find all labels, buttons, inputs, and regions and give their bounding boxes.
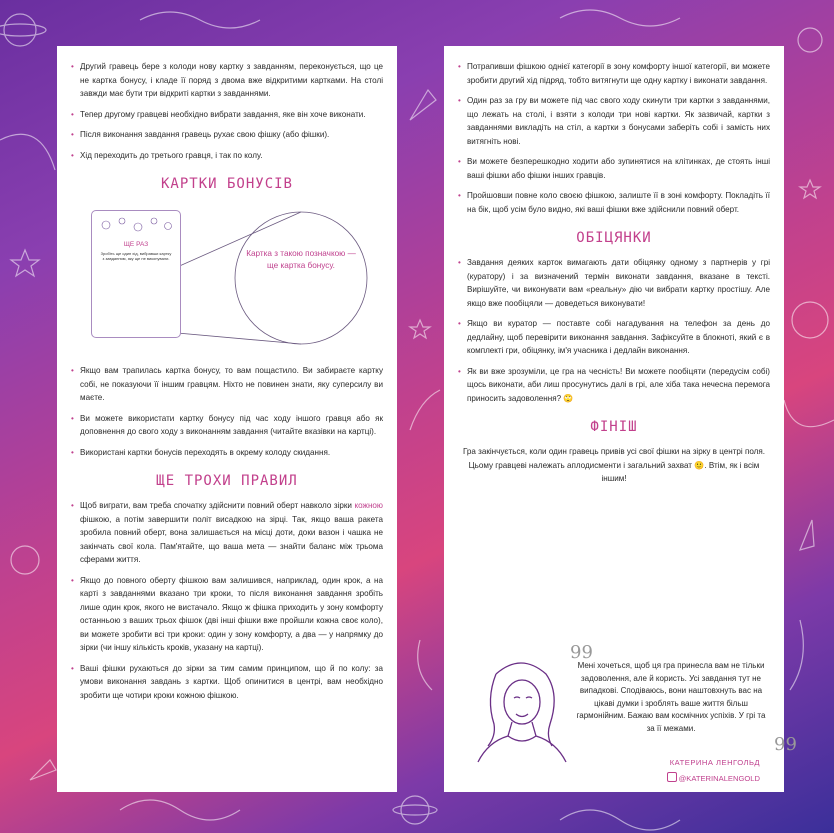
swirl-doodle xyxy=(560,810,680,830)
swirl-doodle xyxy=(140,12,260,28)
quote-open-mark: 99 xyxy=(570,642,593,663)
rocket-doodle xyxy=(30,760,56,780)
list-item: • Ви можете безперешкодно ходити або зупинятися на клітинках, де стоять інші ваші фішки або фішки інших гравців. xyxy=(458,155,770,182)
comet-doodle xyxy=(410,390,440,430)
list-item: • Використані картки бонусів переходять в окрему колоду скидання. xyxy=(71,446,383,460)
list-item: • Після виконання завдання гравець рухає свою фішку (або фішки). xyxy=(71,128,383,142)
author-portrait-icon xyxy=(466,654,578,764)
planet-doodle xyxy=(792,302,828,338)
rule-accent-word: кожною xyxy=(354,501,383,510)
quote-close-mark: 99 xyxy=(774,734,797,755)
planet-doodle xyxy=(798,28,822,52)
rule-text: Щоб виграти, вам треба спочатку здійснити повний оберт навколо зірки xyxy=(80,501,355,510)
finish-text: Гра закінчується, коли один гравець привів усі свої фішки на зірку в центрі поля. Цьому гравцеві належать аплодисменти і загальний захват 🙂. Втім, як і всім іншим! xyxy=(462,447,766,483)
list-item: • Другий гравець бере з колоди нову картку з завданням, переконується, що це не картка бонусу, і кладе її поряд з двома вже відкритими картками. На столі завжди має бути три відкриті картки з завданнями. xyxy=(71,60,383,101)
author-quote-text: Мені хочеться, щоб ця гра принесла вам не тільки задоволення, але й користь. Усі завдання тут не випадкові. Сподіваюсь, вони наштовхнуть вас на цікаві думки і зроблять ваше життя більш гармонійним. Бажаю вам космічних успіхів. У грі та за її межами. xyxy=(576,661,766,733)
card-doodles-icon xyxy=(92,211,180,239)
movement-rules-list xyxy=(458,60,770,216)
list-item: • Тепер другому гравцеві необхідно вибрати завдання, яке він хоче виконати. xyxy=(71,108,383,122)
bonus-card-sample xyxy=(91,210,181,338)
list-item: • Якщо ви куратор — поставте собі нагадування на телефон за день до дедлайну, щоб перевірити виконання завдання. Зафіксуйте в блокноті, який є в комплекті гри, обіцянку, ім'я учасника і дедлайн виконання. xyxy=(458,317,770,358)
list-item: • Як ви вже зрозуміли, це гра на чесність! Ви можете пообіцяти (передусім собі) щось виконати, аби лиш просунутись далі в грі, але хіба така нечесна перемога приносить задоволення? 🙄 xyxy=(458,365,770,406)
bonus-rules-list xyxy=(71,364,383,459)
promises-heading: ОБІЦЯНКИ xyxy=(576,230,652,246)
list-item: • Потрапивши фішкою однієї категорії в зону комфорту іншої категорії, ви можете зробити другий хід підряд, тобто витягнути ще одну картку і виконати завдання. xyxy=(458,60,770,87)
list-item: • Хід переходить до третього гравця, і так по колу. xyxy=(71,149,383,163)
bonus-card-caption: Картка з такою позначкою — ще картка бонусу. xyxy=(246,249,356,270)
planet-ring-doodle xyxy=(0,24,46,36)
list-item: • Пройшовши повне коло своєю фішкою, залиште її в зоні комфорту. Покладіть її на бік, щоб усім було видно, які ваші фішки вже здійснили повний оберт. xyxy=(458,189,770,216)
bonus-cards-heading: КАРТКИ БОНУСІВ xyxy=(160,176,293,192)
bonus-card-text: Зробіть ще один хід, вибравши картку з завданням, яку ще не виконували. xyxy=(100,251,172,261)
more-rules-list xyxy=(71,499,383,702)
swirl-doodle xyxy=(560,10,680,26)
left-page-panel xyxy=(57,46,397,792)
planet-doodle xyxy=(401,796,429,824)
planet-ring-doodle xyxy=(393,805,437,815)
author-handle-text: @KATERINALENGOLD xyxy=(678,774,760,783)
list-item: • Ваші фішки рухаються до зірки за тим самим принципом, що й по колу: за умови виконання завдань з картки. Щоб опинитися в центрі, вам необхідно зробити ще чотири кроки кожною фішкою. xyxy=(71,662,383,703)
star-doodle xyxy=(800,180,820,198)
right-page-panel xyxy=(444,46,797,792)
orbit-doodle xyxy=(0,134,55,170)
orbit-doodle xyxy=(784,400,834,427)
planet-doodle xyxy=(4,14,36,46)
star-doodle xyxy=(410,320,430,338)
star-doodle xyxy=(11,250,39,276)
turn-rules-list xyxy=(71,60,383,162)
list-item: • Один раз за гру ви можете під час свого ходу скинути три картки з завданнями, що лежать на столі, і взяти з колоди три нові картки. Як зазвичай, картки з завданнями викладіть на стіл, а картки з бонусами заберіть собі і замість них витягніть нові. xyxy=(458,94,770,148)
author-quote-block xyxy=(458,616,797,786)
bonus-card-title: ЩЕ РАЗ xyxy=(123,241,149,248)
list-item: • Якщо до повного оберту фішкою вам залишився, наприклад, один крок, а на карті з завданнями вказано три кроки, то після виконання завдання зробіть лише один крок, якого не вистачало. Якщо ж фішка приходить у зону комфорту останньою з ваших трьох фішок (дві інші фішки вже пройшли кожна своє коло), ви можете зробити всі три кроки: один у зону комфорту, а два — у напрямку до зірки (чи іншу кількість кроків, указану на картці). xyxy=(71,574,383,655)
list-item: • Якщо вам трапилась картка бонусу, то вам пощастило. Ви забираєте картку собі, не показуючи її іншим гравцям. Ніхто не повинен знати, яку суперсилу ви маєте. xyxy=(71,364,383,405)
comet-doodle xyxy=(418,640,432,690)
zoom-big-circle xyxy=(235,212,367,344)
list-item: • Ви можете використати картку бонусу під час ходу іншого гравця або як доповнення до свого ходу з виконанням завдання (читайте вказівки на картці). xyxy=(71,412,383,439)
finish-heading: ФІНІШ xyxy=(590,419,638,435)
rocket-doodle xyxy=(800,520,814,550)
rocket-doodle xyxy=(410,90,436,120)
more-rules-heading: ЩЕ ТРОХИ ПРАВИЛ xyxy=(156,473,298,489)
instagram-icon xyxy=(667,772,677,782)
author-handle xyxy=(667,772,760,783)
list-item xyxy=(71,499,383,567)
list-item: • Завдання деяких карток вимагають дати обіцянку одному з партнерів у грі (куратору) і за визначений термін виконати завдання, вказане в тексті. Вирішуйте, чи виконувати вам «реальну» дію чи вибрати картку простішу. Але якщо вже пообіцяли — доведеться виконувати! xyxy=(458,256,770,310)
promises-list xyxy=(458,256,770,405)
planet-doodle xyxy=(11,546,39,574)
comet-doodle xyxy=(790,620,803,690)
swirl-doodle xyxy=(120,800,240,820)
rule-text: фішкою, а потім завершити політ висадкою на зірці. Так, якщо ваша ракета зробила повний оберт, вона залишається на місці доти, доки вазон і чашка не закінчать свої кола. Пам'ятайте, що ваша мета — знайти баланс між трьома сферами життя. xyxy=(80,514,383,564)
author-name: КАТЕРИНА ЛЕНГОЛЬД xyxy=(669,758,760,767)
bonus-card-illustration xyxy=(71,202,383,352)
